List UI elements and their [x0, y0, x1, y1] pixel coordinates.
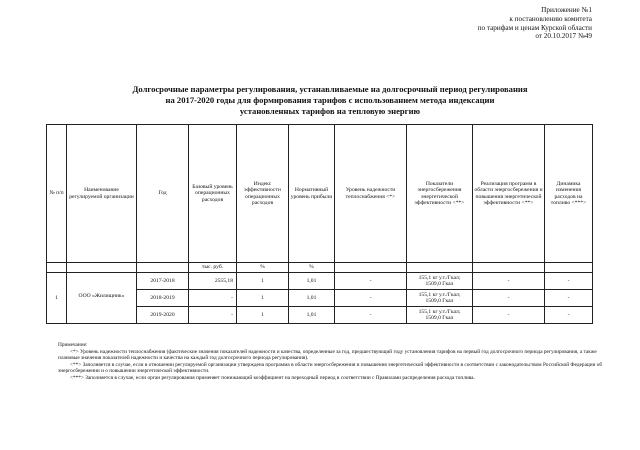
col-header-base: Базовый уровень операционных расходов — [189, 125, 237, 263]
base-cell: - — [189, 307, 237, 324]
unit-index: % — [237, 263, 289, 273]
fuel-cell: - — [545, 307, 593, 324]
energy-line: 155,1 кг у.т./Гкал; — [418, 308, 461, 315]
unit-cell-empty — [47, 263, 67, 273]
base-cell: - — [189, 290, 237, 307]
row-number: 1 — [47, 273, 67, 324]
parameters-table — [46, 124, 593, 324]
title-line: установленных тарифов на тепловую энергию — [239, 106, 421, 116]
reliability-cell: - — [335, 290, 407, 307]
index-cell: 1 — [237, 307, 289, 324]
energy-cell — [407, 290, 473, 307]
col-header-year: Год — [137, 125, 189, 263]
programs-cell: - — [473, 307, 545, 324]
fuel-cell: - — [545, 273, 593, 290]
profit-cell: 1,01 — [289, 290, 335, 307]
appendix-date: от 20.10.2017 №49 — [535, 32, 592, 41]
reliability-cell: - — [335, 273, 407, 290]
notes-block — [58, 342, 606, 382]
title-line: Долгосрочные параметры регулирования, устанавливаемые на долгосрочный период регулирования — [132, 84, 528, 94]
year-cell: 2018-2019 — [137, 290, 189, 307]
profit-cell: 1,01 — [289, 273, 335, 290]
profit-cell: 1,01 — [289, 307, 335, 324]
appendix-line: к постановлению комитета — [509, 14, 592, 23]
year-cell: 2017-2018 — [137, 273, 189, 290]
fuel-cell: - — [545, 290, 593, 307]
header-row — [47, 125, 593, 263]
unit-cell-empty — [407, 263, 473, 273]
appendix-line: Приложение №1 — [541, 6, 592, 14]
energy-line: 1509,0 Гкал — [425, 315, 454, 321]
col-header-org: Наименование регулируемой организации — [67, 125, 137, 263]
unit-base: тыс. руб. — [189, 263, 237, 273]
energy-line: 155,1 кг у.т./Гкал; — [418, 274, 461, 281]
col-header-energy: Показатели энергосбережения энергетической эффективности <**> — [407, 125, 473, 263]
document-title — [60, 84, 600, 117]
energy-line: 1509,0 Гкал — [425, 298, 454, 304]
col-header-index: Индекс эффективности операционных расходов — [237, 125, 289, 263]
energy-line: 1509,0 Гкал — [425, 281, 454, 287]
index-cell: 1 — [237, 290, 289, 307]
unit-cell-empty — [137, 263, 189, 273]
year-cell: 2019-2020 — [137, 307, 189, 324]
appendix-line: по тарифам и ценам Курской области — [477, 23, 592, 32]
note-item: <***> Заполняется в случае, если орган регулирования применяет понижающий коэффициент на переходный период в соответствии с Правилами распределения расхода топлива. — [70, 374, 475, 381]
base-cell: 2555,18 — [189, 273, 237, 290]
index-cell: 1 — [237, 273, 289, 290]
programs-cell: - — [473, 273, 545, 290]
col-header-reliability: Уровень надежности теплоснабжения <*> — [335, 125, 407, 263]
energy-cell — [407, 307, 473, 324]
reliability-cell: - — [335, 307, 407, 324]
col-header-programs: Реализация программ в области энергосбережения и повышения энергетической эффективности <**> — [473, 125, 545, 263]
appendix-block — [402, 6, 592, 41]
col-header-fuel: Динамика изменения расходов на топливо <***> — [545, 125, 593, 263]
programs-cell: - — [473, 290, 545, 307]
unit-cell-empty — [335, 263, 407, 273]
unit-profit: % — [289, 263, 335, 273]
note-item: <*> Уровень надежности теплоснабжения (фактические значения показателей надежности и качества, определенные за год, предшествующий году установления тарифов на первый год долгосрочного периода регулирования, а также плановые значения показателей надежности и качества на каждый год долгосрочного периода регулирования). — [58, 348, 597, 362]
note-item: <**> Заполняется в случае, если в отношении регулируемой организации утверждена программа в области энергосбережения и повышения энергетической эффективности в соответствии с законодательством Российской Федерации об энергосбережении и о повышении энергетической эффективности. — [58, 361, 603, 375]
unit-cell-empty — [473, 263, 545, 273]
energy-line: 155,1 кг у.т./Гкал; — [418, 291, 461, 298]
unit-cell-empty — [545, 263, 593, 273]
unit-cell-empty — [67, 263, 137, 273]
col-header-profit: Нормативный уровень прибыли — [289, 125, 335, 263]
units-row — [47, 263, 593, 273]
table-row — [47, 273, 593, 290]
org-name: ООО «Жилищник» — [67, 273, 137, 324]
col-header-num: № п/п — [47, 125, 67, 263]
title-line: на 2017-2020 годы для формирования тарифов с использованием метода индексации — [165, 95, 495, 105]
energy-cell — [407, 273, 473, 290]
notes-heading: Примечание: — [58, 342, 88, 348]
